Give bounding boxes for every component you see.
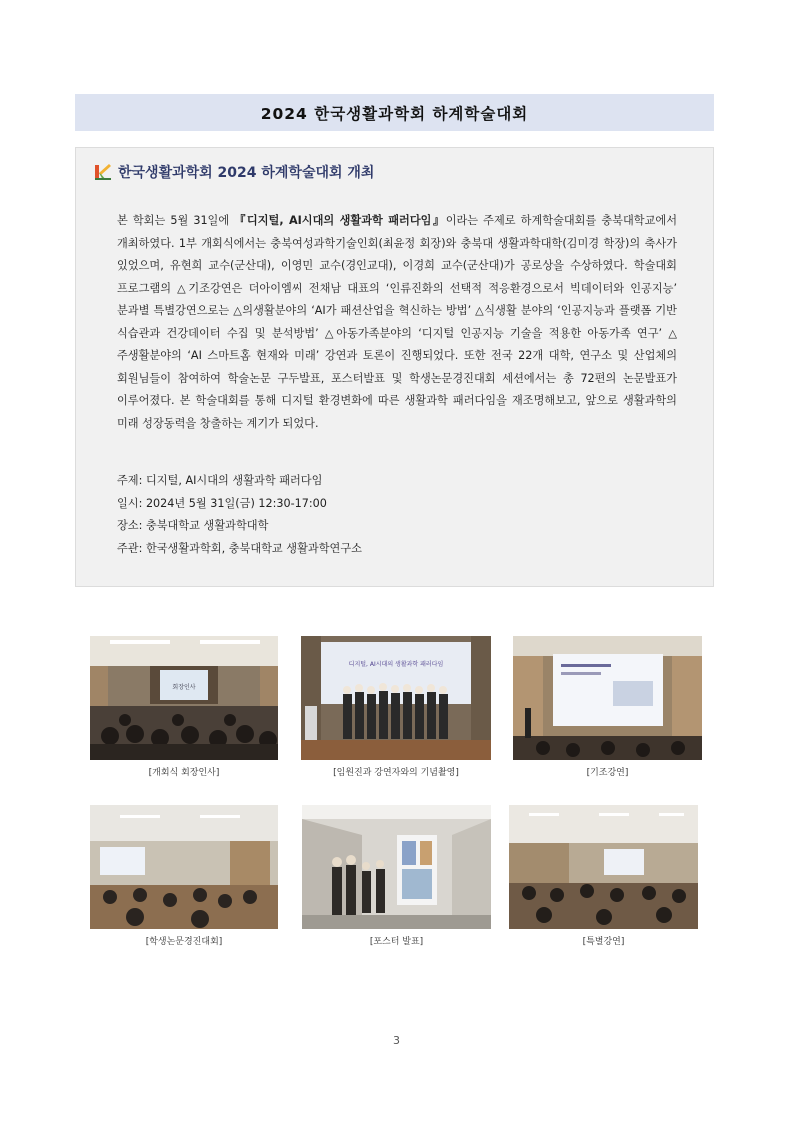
event-description	[117, 210, 677, 435]
caption-group-photo: [임원진과 강연자와의 기념촬영]	[333, 768, 459, 778]
photo-special-lecture	[509, 805, 698, 929]
caption-opening-ceremony: [개회식 회장인사]	[148, 768, 220, 778]
caption-poster-session: [포스터 발표]	[369, 937, 424, 947]
document-banner-title: 2024 한국생활과학회 하계학술대회	[75, 94, 714, 131]
section-title: 한국생활과학회 2024 하계학술대회 개최	[118, 165, 375, 181]
caption-special-lecture: [특별강연]	[582, 937, 625, 947]
photo-student-competition	[90, 805, 278, 929]
caption-student-competition: [학생논문경진대회]	[145, 937, 223, 947]
info-place: 장소: 충북대학교 생활과학대학	[117, 519, 269, 532]
page-number: 3	[393, 1034, 400, 1047]
description-part-2: 이라는 주제로 하계학술대회를 충북대학교에서 개최하였다. 1부 개회식에서는 충북여성과학기술인회(최윤정 회장)와 충북대 생활과학대학(김미경 학장)의 축사가 있었으며, 유현희 교수(군산대), 이영민 교수(경인교대), 이경희 교수(군산대)가 공로상을 수상하였다. 학술대회 프로그램의 △기조강연은 더아이엠씨 전채남 대표의 ‘인류진화의 선택적 적응환경으로서 빅데이터와 인공지능’ 분과별 특별강연으로는 △의생활분야의 ‘AI가 패션산업을 혁신하는 방법’ △식생활 분야의 ‘인공지능과 플랫폼 기반 식습관과 건강데이터 수집 및 분석방법’ △아동가족분야의 ‘디지털 인공지능 기술을 적용한 아동가족 연구’ △주생활분야의 ‘AI 스마트홈 현재와 미래’ 강연과 토론이 진행되었다. 또한 전국 22개 대학, 연구소 및 산업체의 회원님들이 참여하여 학술논문 구두발표, 포스터발표 및 학생논문경진대회 세션에서는 총 72편의 논문발표가 이루어졌다. 본 학술대회를 통해 디지털 환경변화에 따른 생활과학 패러다임을 재조명해보고, 앞으로 생활과학의 미래 성장동력을 창출하는 계기가 되었다.	[117, 214, 678, 430]
info-date: 일시: 2024년 5월 31일(금) 12:30-17:00	[117, 496, 327, 510]
screen-text-opening: 회장인사	[172, 684, 196, 691]
caption-keynote: [기조강연]	[586, 768, 629, 778]
photo-poster-session	[302, 805, 491, 929]
event-summary-card	[75, 147, 714, 587]
info-theme: 주제: 디지털, AI시대의 생활과학 패러다임	[117, 474, 323, 487]
info-host: 주관: 한국생활과학회, 충북대학교 생활과학연구소	[117, 541, 362, 555]
pencil-ruler-icon	[94, 163, 112, 181]
photo-keynote	[513, 636, 702, 760]
photo-group	[301, 636, 491, 760]
screen-text-group: 디지털, AI시대의 생활과학 패러다임	[348, 661, 444, 668]
section-heading	[94, 162, 374, 182]
event-info-list	[117, 470, 362, 560]
description-part-1: 본 학회는 5월 31일에	[117, 214, 235, 227]
photo-opening-ceremony	[90, 636, 278, 760]
description-theme-bold: 『디지털, AI시대의 생활과학 패러다임』	[234, 214, 446, 227]
